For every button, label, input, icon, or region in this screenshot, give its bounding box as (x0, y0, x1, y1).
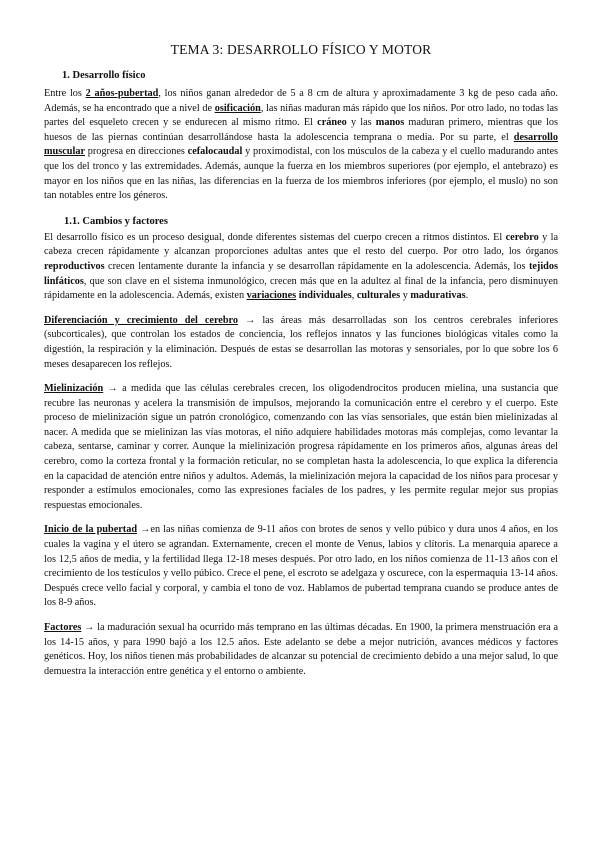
key-term-underlined: desarrollo muscular (44, 131, 558, 158)
paragraph-inicio-pubertad (44, 523, 558, 611)
text-run: maduran primero, mientras que los huesos de las piernas continúan desarrollándose hasta la adolescencia temprana o media. Por su parte, el (44, 117, 558, 143)
key-term-bold: cerebro (505, 231, 539, 243)
key-term-underlined: osificación (214, 102, 261, 114)
paragraph-mielinizacion (44, 382, 558, 513)
key-term-bold: cefalocaudal (187, 146, 243, 158)
text-run: , (351, 290, 357, 302)
key-term-bold: culturales (356, 290, 401, 302)
subsection-heading-cambios-factores: 1.1. Cambios y factores (64, 215, 168, 227)
text-run: → las áreas más desarrolladas son los centros cerebrales inferiores (subcorticales), que controlan los estados de conciencia, los reflejos innatos y las funciones biológicas vitales como la digestión, la respiración y la eliminación. Después de estas se desarrollan las motoras y sensoriales, por lo que sobre los 6 meses desaparecen los reflejos. (44, 314, 558, 370)
text-run: , las niñas maduran más rápido que los niños. Por otro lado, no todas las partes del esqueleto crecen y se endurecen al mismo ritmo. El (44, 102, 558, 129)
text-run: Entre los (44, 88, 86, 99)
text-run: progresa en direcciones (85, 146, 188, 158)
text-run: → a medida que las células cerebrales crecen, los oligodendrocitos producen mielina, una sustancia que recubre las neuronas y acelera la transmisión de impulsos, mejorando la comunicación entre el cerebro y el cuerpo. Este proceso de mielinización sigue un patrón cronológico, comenzando con las vías sensoriales, que están bien mielinizadas al nacer. A medida que se mielinizan las vías motoras, el niño adquiere habilidades motoras más complejas, como levantar la cabeza, sentarse, caminar y correr. Aunque la mielinización progresa rápidamente en los primeros años, algunas áreas del cerebro, como la corteza frontal y la formación reticular, no se completan hasta la adolescencia, lo que explica la diferencia en la capacidad de atención entre niños y adultos. Además, la mielinización mejora la capacidad de los niños para procesar y responder a estímulos emocionales, como las expresiones faciales de los padres, y les permite regular mejor sus propias respuestas emocionales. (44, 383, 558, 511)
text-run: , los niños ganan alrededor de 5 a 8 cm de altura y aproximadamente 3 kg de peso cada año. Además, se ha encontrado que a nivel de (44, 88, 558, 114)
text-run: y (400, 290, 411, 302)
text-run: y la cabeza crecen rápidamente y alcanzan proporciones adultas antes que el resto del cuerpo. Por otro lado, los órganos (44, 231, 559, 258)
key-term-bold: cráneo (317, 117, 347, 129)
paragraph-desarrollo-fisico (44, 87, 558, 204)
text-run: y las (346, 117, 376, 129)
key-term-underlined: Factores (44, 622, 82, 633)
text-run: . (465, 290, 469, 302)
text-run: → la maduración sexual ha ocurrido más temprano en las últimas décadas. En 1900, la primera menstruación era a los 14-15 años, y para 1990 bajó a los 12.5 años. Este adelanto se debe a mejor nutrición, avances médicos y factores genéticos. Hoy, los niños tienen más probabilidades de alcanzar su potencial de crecimiento debido a una mejor salud, lo que demuestra la interacción entre genética y el entorno o ambiente. (44, 622, 558, 677)
text-run: y proximodistal, con los músculos de la cabeza y el cuello madurando antes que los del tronco y las extremidades. Además, aunque la fuerza en los miembros superiores (por ejemplo, el antebrazo) es mayor en los niños que en las niñas, las diferencias en la fuerza de los miembros inferiores (por ejemplo, el muslo) no son tan notables entre los géneros. (44, 146, 558, 202)
key-term-bold: individuales (298, 290, 352, 302)
key-term-underlined: Inicio de la pubertad (44, 524, 138, 536)
paragraph-factores (44, 621, 558, 679)
key-term-underlined: variaciones (246, 290, 297, 302)
key-term-underlined: Mielinización (44, 383, 104, 395)
key-term-bold: reproductivos (44, 260, 105, 272)
paragraph-cambios (44, 231, 558, 304)
key-term-underlined: 2 años-pubertad (85, 88, 159, 99)
key-term-bold: tejidos linfáticos (44, 260, 558, 287)
key-term-underlined: Diferenciación y crecimiento del cerebro (44, 314, 239, 326)
text-run: , que son clave en el sistema inmunológico, crecen más que en la adultez al final de la infancia, pero disminuyen rápidamente en la adolescencia. Además, existen (44, 275, 558, 302)
text-run: →en las niñas comienza de 9-11 años con brotes de senos y vello púbico y dura unos 4 años, en los cuales la vagina y el útero se agrandan. Externamente, crecen el monte de Venus, labios y clítoris. La menarquia aparece a los 12,5 años de media, y la fertilidad llega 12-18 meses después. Por otro lado, en los niños comienza de 11-13 años con el crecimiento de los testículos y vello púbico. Crece el pene, el escroto se adelgaza y oscurece, con la espermaquia 13-14 años. Después crece vello facial y corporal, y cambia el tono de voz. Hablamos de pubertad temprana cuando se produce antes de los 8-9 años. (44, 524, 558, 609)
text-run: El desarrollo físico es un proceso desigual, donde diferentes sistemas del cuerpo crecen a ritmos distintos. El (44, 231, 506, 243)
key-term-bold: manos (375, 117, 405, 129)
text-run: crecen lentamente durante la infancia y se desarrollan rápidamente en la adolescencia. Además, los (104, 260, 529, 272)
paragraph-diferenciacion-cerebro (44, 314, 558, 372)
page-title: TEMA 3: DESARROLLO FÍSICO Y MOTOR (170, 42, 432, 57)
key-term-bold: madurativas (410, 290, 466, 302)
section-heading-desarrollo-fisico: 1. Desarrollo físico (62, 70, 146, 81)
